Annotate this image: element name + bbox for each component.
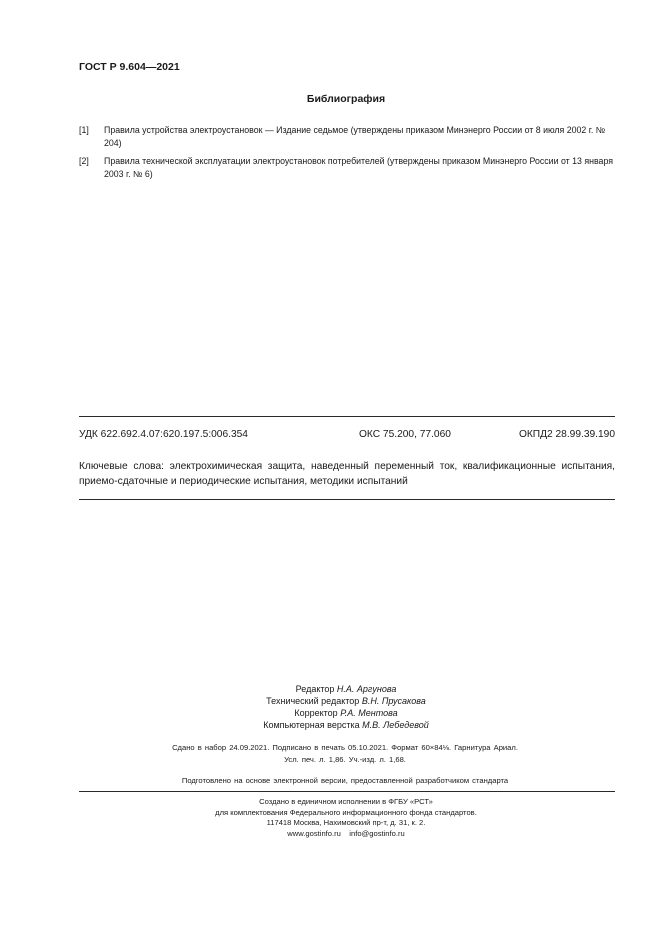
staff-role: Компьютерная верстка <box>263 720 360 730</box>
prepared-note: Подготовлено на основе электронной версии, предоставленной разработчиком стандарта <box>181 776 509 785</box>
print-info-line: Сдано в набор 24.09.2021. Подписано в печать 05.10.2021. Формат 60×84⅛. Гарнитура Ариал. <box>172 743 518 752</box>
divider-publisher <box>79 791 615 792</box>
staff-corrector <box>200 707 492 719</box>
staff-role: Редактор <box>295 684 335 694</box>
publisher-line: Создано в единичном исполнении в ФГБУ «РСТ» <box>259 797 433 806</box>
staff-editor <box>200 683 492 695</box>
bibliography-item-text: Правила технической эксплуатации электроустановок потребителей (утверждены приказом Минэнерго России от 13 января 2003 г. № 6) <box>104 156 614 179</box>
standard-code: ГОСТ Р 9.604—2021 <box>79 61 180 73</box>
staff-role: Корректор <box>294 708 338 718</box>
publisher-contacts: www.gostinfo.ru info@gostinfo.ru <box>287 828 405 838</box>
oks-code: ОКС 75.200, 77.060 <box>359 429 451 440</box>
okpd-code: ОКПД2 28.99.39.190 <box>518 429 615 440</box>
divider-bottom <box>79 499 615 500</box>
staff-name: Р.А. Ментова <box>340 708 398 718</box>
keywords: Ключевые слова: электрохимическая защита, наведенный переменный ток, квалификационные испытания, приемо-сдаточные и периодические испытания, методики испытаний <box>79 461 615 487</box>
publisher-line: для комплектования Федерального информационного фонда стандартов. <box>215 807 477 817</box>
staff-name: М.В. Лебедевой <box>362 720 429 730</box>
staff-name: Н.А. Аргунова <box>336 684 397 694</box>
udk-code: УДК 622.692.4.07:620.197.5:006.354 <box>79 429 248 440</box>
staff-role: Технический редактор <box>266 696 360 706</box>
print-info <box>80 742 610 766</box>
bibliography-item-text: Правила устройства электроустановок — Издание седьмое (утверждены приказом Минэнерго России от 8 июля 2002 г. № 204) <box>104 125 606 148</box>
bibliography-item <box>79 124 619 149</box>
divider-top <box>79 416 615 417</box>
bibliography-item-number: [1] <box>79 125 89 135</box>
staff-list <box>200 683 492 731</box>
publisher-block <box>80 797 612 839</box>
bibliography-title: Библиография <box>306 93 386 105</box>
bibliography-item <box>79 155 619 180</box>
bibliography-item-number: [2] <box>79 156 89 166</box>
staff-tech-editor <box>200 695 492 707</box>
publisher-address: 117418 Москва, Нахимовский пр-т, д. 31, к. 2. <box>266 818 426 827</box>
staff-name: В.Н. Прусакова <box>361 696 426 706</box>
staff-layout <box>200 719 492 731</box>
print-info-line: Усл. печ. л. 1,86. Уч.-изд. л. 1,68. <box>284 755 406 764</box>
